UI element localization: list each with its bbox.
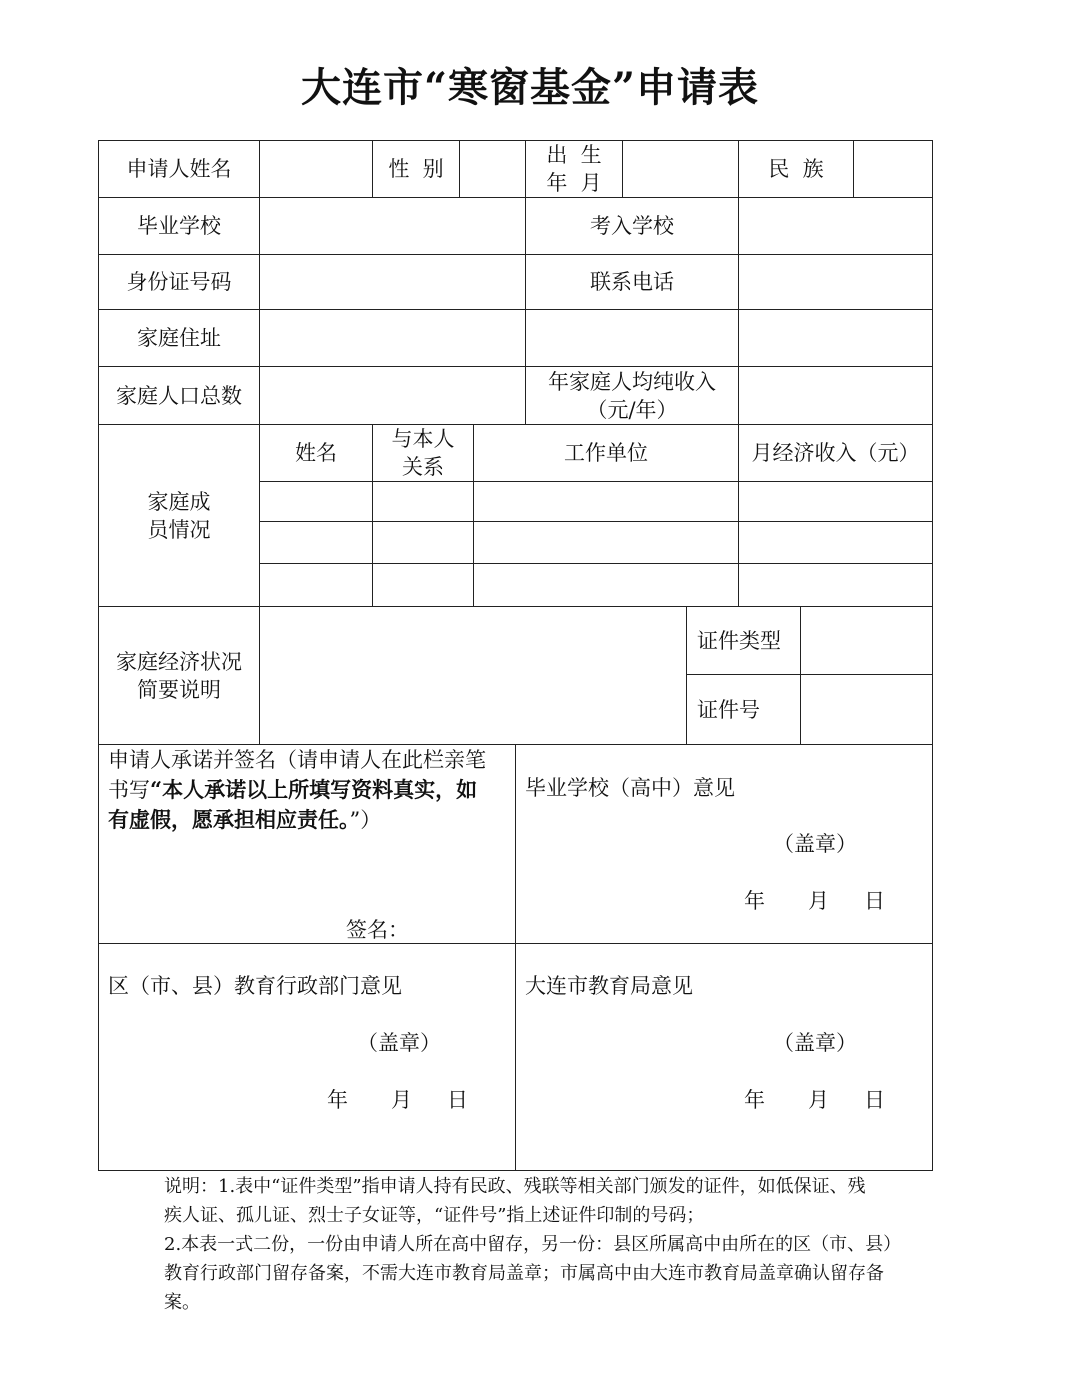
relation-header-line2: 关系 bbox=[402, 455, 444, 479]
school-opinion-month: 月 bbox=[808, 889, 829, 913]
city-opinion-day: 日 bbox=[864, 1088, 885, 1112]
member-2-income-field[interactable] bbox=[739, 522, 932, 563]
gender-label: 性 别 bbox=[388, 157, 444, 181]
form-title: 大连市“寒窗基金”申请表 bbox=[300, 64, 759, 111]
birth-label-line2: 年 月 bbox=[546, 171, 602, 195]
member-3-income-field[interactable] bbox=[739, 564, 932, 606]
pledge-line3-bold: 有虚假，愿承担相应责任。 bbox=[108, 807, 350, 832]
home-address-label: 家庭住址 bbox=[137, 326, 221, 350]
gender-field[interactable] bbox=[460, 141, 525, 197]
member-1-name-field[interactable] bbox=[260, 482, 372, 521]
school-opinion-day: 日 bbox=[864, 889, 885, 913]
economic-status-label-line1: 家庭经济状况 bbox=[116, 649, 242, 674]
member-1-relation-field[interactable] bbox=[373, 482, 473, 521]
member-name-header: 姓名 bbox=[295, 441, 337, 465]
note-line1: 说明：1.表中“证件类型”指申请人持有民政、残联等相关部门颁发的证件，如低保证、残 bbox=[164, 1176, 866, 1197]
ethnicity-label: 民 族 bbox=[768, 157, 824, 181]
member-income-header: 月经济收入（元） bbox=[751, 441, 920, 465]
economic-status-label bbox=[99, 607, 259, 744]
member-2-relation-field[interactable] bbox=[373, 522, 473, 563]
pledge-line2-bold: “本人承诺以上所填写资料真实，如 bbox=[150, 777, 478, 802]
member-2-work-field[interactable] bbox=[474, 522, 738, 563]
district-opinion-year: 年 bbox=[327, 1088, 348, 1112]
member-work-header: 工作单位 bbox=[564, 441, 648, 465]
certificate-type-field[interactable] bbox=[801, 607, 932, 674]
relation-header-line1: 与本人 bbox=[391, 427, 455, 451]
note-line4: 教育行政部门留存备案，不需大连市教育局盖章；市属高中由大连市教育局盖章确认留存备 bbox=[164, 1263, 884, 1284]
admitted-school-label: 考入学校 bbox=[590, 214, 674, 238]
income-label-line2: （元/年） bbox=[586, 397, 678, 422]
member-relation-header bbox=[373, 425, 473, 481]
city-opinion-seal: （盖章） bbox=[773, 1031, 857, 1055]
form-notes bbox=[164, 1172, 934, 1317]
per-capita-income-field[interactable] bbox=[739, 367, 932, 424]
graduated-school-label: 毕业学校 bbox=[137, 214, 221, 238]
applicant-name-field[interactable] bbox=[260, 141, 372, 197]
certificate-number-field[interactable] bbox=[801, 675, 932, 744]
signature-field[interactable] bbox=[410, 912, 510, 942]
family-members-label-line1: 家庭成 bbox=[147, 489, 211, 514]
member-1-income-field[interactable] bbox=[739, 482, 932, 521]
phone-label: 联系电话 bbox=[590, 270, 674, 294]
city-opinion-month: 月 bbox=[808, 1088, 829, 1112]
family-members-label bbox=[99, 425, 259, 606]
city-opinion-label: 大连市教育局意见 bbox=[525, 974, 693, 998]
certificate-number-label: 证件号 bbox=[697, 697, 760, 722]
per-capita-income-label bbox=[526, 367, 738, 424]
income-label-line1: 年家庭人均纯收入 bbox=[548, 369, 716, 394]
phone-field[interactable] bbox=[739, 255, 932, 309]
economic-status-label-line2: 简要说明 bbox=[137, 677, 221, 702]
member-3-name-field[interactable] bbox=[260, 564, 372, 606]
pledge-line1: 申请人承诺并签名（请申请人在此栏亲笔 bbox=[108, 748, 486, 772]
signature-label: 签名： bbox=[346, 918, 409, 942]
ethnicity-field[interactable] bbox=[854, 141, 932, 197]
household-size-label: 家庭人口总数 bbox=[116, 383, 242, 408]
member-2-name-field[interactable] bbox=[260, 522, 372, 563]
pledge-text bbox=[108, 745, 513, 835]
graduated-school-field[interactable] bbox=[260, 198, 525, 254]
pledge-line3-tail: ”） bbox=[349, 808, 382, 832]
birth-date-label bbox=[526, 141, 622, 197]
school-opinion-seal: （盖章） bbox=[773, 832, 857, 856]
family-members-label-line2: 员情况 bbox=[147, 517, 211, 542]
id-number-label: 身份证号码 bbox=[126, 270, 232, 294]
district-opinion-label: 区（市、县）教育行政部门意见 bbox=[108, 974, 402, 998]
birth-date-field[interactable] bbox=[623, 141, 738, 197]
pledge-line2 bbox=[108, 775, 513, 805]
district-opinion-day: 日 bbox=[447, 1088, 468, 1112]
certificate-type-label: 证件类型 bbox=[697, 628, 781, 653]
economic-status-field[interactable] bbox=[260, 607, 686, 744]
pledge-line2-plain: 书写 bbox=[108, 778, 150, 802]
school-opinion-year: 年 bbox=[744, 889, 765, 913]
birth-label-line1: 出 生 bbox=[546, 143, 602, 167]
member-1-work-field[interactable] bbox=[474, 482, 738, 521]
note-line5: 案。 bbox=[164, 1292, 200, 1313]
school-opinion-label: 毕业学校（高中）意见 bbox=[525, 776, 735, 800]
household-size-field[interactable] bbox=[260, 367, 525, 424]
applicant-name-label: 申请人姓名 bbox=[126, 157, 232, 181]
district-opinion-seal: （盖章） bbox=[357, 1031, 441, 1055]
pledge-line3 bbox=[108, 805, 513, 835]
note-line3: 2.本表一式二份，一份由申请人所在高中留存，另一份：县区所属高中由所在的区（市、县） bbox=[164, 1234, 902, 1255]
admitted-school-field[interactable] bbox=[739, 198, 932, 254]
note-line2: 疾人证、孤儿证、烈士子女证等，“证件号”指上述证件印制的号码； bbox=[164, 1205, 705, 1226]
member-3-relation-field[interactable] bbox=[373, 564, 473, 606]
member-3-work-field[interactable] bbox=[474, 564, 738, 606]
city-opinion-year: 年 bbox=[744, 1088, 765, 1112]
home-address-field[interactable] bbox=[260, 310, 932, 366]
district-opinion-month: 月 bbox=[391, 1088, 412, 1112]
id-number-field[interactable] bbox=[260, 255, 525, 309]
